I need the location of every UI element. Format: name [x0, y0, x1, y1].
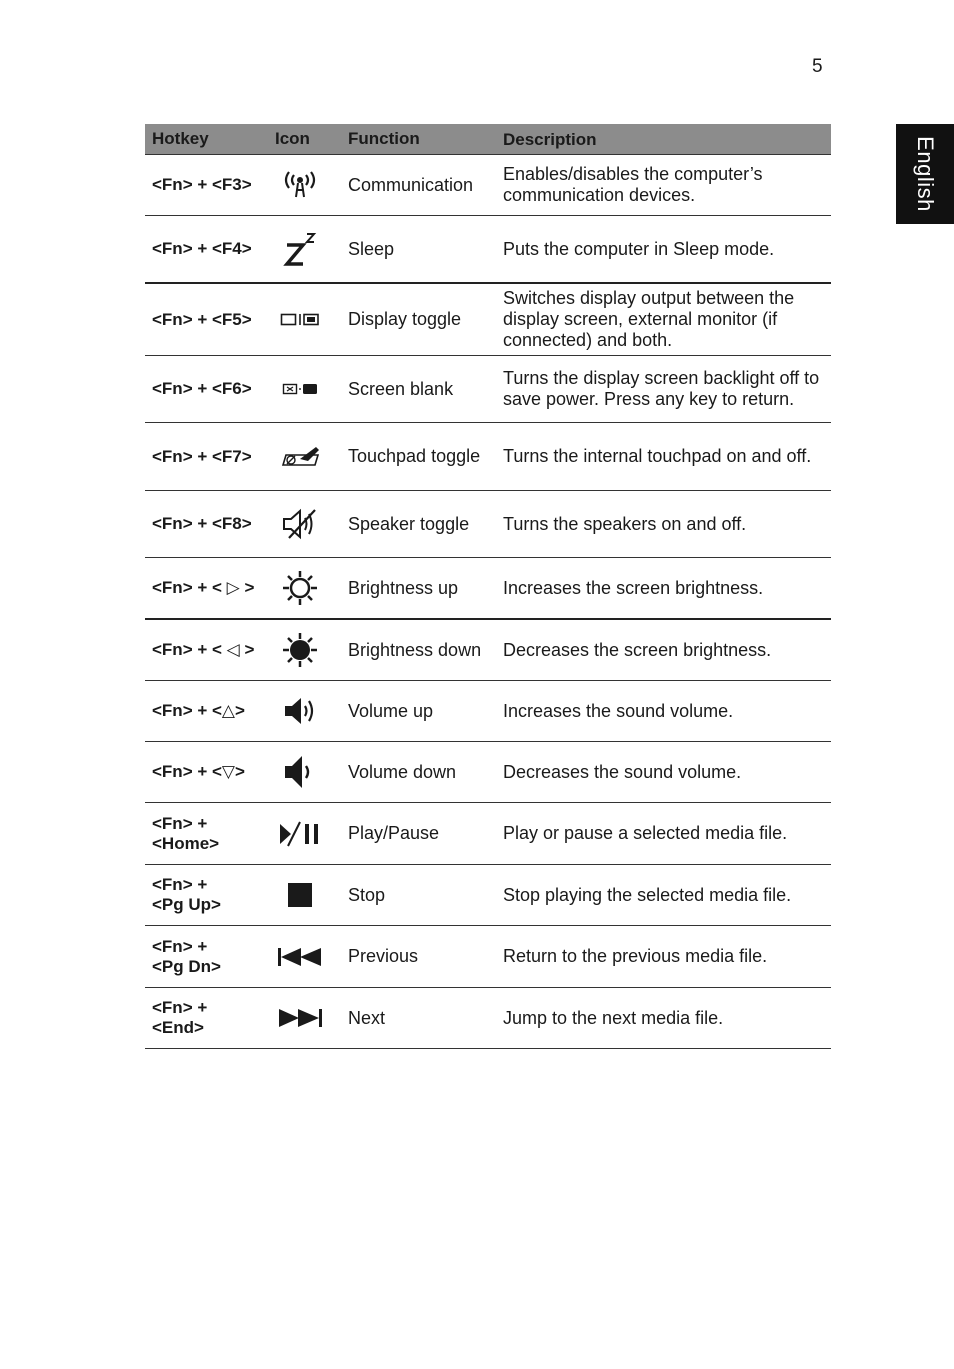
- table-row: [145, 803, 831, 865]
- language-tab-label: English: [913, 136, 938, 212]
- description-cell: Turns the internal touchpad on and off.: [503, 446, 812, 466]
- volume-down-icon: [268, 754, 341, 790]
- function-cell: Display toggle: [348, 309, 462, 329]
- table-row: [145, 423, 831, 491]
- hotkey-line: <Fn> +: [152, 813, 208, 833]
- hotkey-cell: [145, 875, 268, 915]
- hotkey-line: <End>: [152, 1018, 204, 1037]
- hotkey-line: <Fn> +: [152, 998, 208, 1017]
- hotkey-cell: <Fn> + < ▷ >: [152, 578, 255, 597]
- function-cell: Communication: [348, 174, 474, 195]
- description-cell: Decreases the sound volume.: [503, 761, 742, 782]
- page-number: 5: [812, 56, 823, 77]
- table-row: [145, 865, 831, 926]
- stop-icon: [268, 882, 341, 908]
- screen-blank-icon: [268, 381, 341, 397]
- hotkey-line: <Fn> +: [152, 936, 208, 956]
- function-cell: Previous: [348, 946, 419, 966]
- description-cell: Play or pause a selected media file.: [503, 823, 788, 843]
- table-row: [145, 742, 831, 803]
- hotkey-cell: <Fn> + <▽>: [152, 762, 245, 781]
- wireless-icon: [268, 170, 341, 200]
- table-row: [145, 155, 831, 216]
- next-icon: [268, 1007, 341, 1029]
- touchpad-icon: [268, 445, 341, 469]
- description-cell: Enables/disables the computer’s communication devices.: [503, 164, 763, 205]
- volume-up-icon: [268, 695, 341, 727]
- table-row: [145, 558, 831, 620]
- description-cell: Switches display output between the display screen, external monitor (if connected) and both.: [503, 288, 795, 350]
- description-cell: Increases the screen brightness.: [503, 577, 764, 598]
- hotkey-cell: <Fn> + <F4>: [152, 239, 252, 258]
- function-cell: Screen blank: [348, 378, 454, 399]
- function-cell: Touchpad toggle: [348, 446, 481, 466]
- description-cell: Stop playing the selected media file.: [503, 884, 792, 905]
- hotkey-line: <Pg Dn>: [152, 956, 221, 976]
- hotkey-cell: [145, 814, 268, 854]
- function-cell: Sleep: [348, 238, 395, 259]
- hotkey-cell: <Fn> + <F6>: [152, 379, 252, 398]
- hotkey-cell: <Fn> + <F5>: [152, 309, 252, 329]
- header-icon: Icon: [275, 129, 310, 148]
- language-tab: [896, 124, 954, 224]
- table-row: [145, 216, 831, 284]
- function-cell: Play/Pause: [348, 823, 440, 843]
- brightness-up-icon: [268, 569, 341, 607]
- table-row: [145, 620, 831, 681]
- hotkey-cell: <Fn> + <F3>: [152, 175, 252, 194]
- play-pause-icon: [268, 820, 341, 848]
- hotkey-cell: [145, 937, 268, 977]
- table-row: [145, 284, 831, 356]
- hotkey-cell: <Fn> + <△>: [152, 701, 245, 720]
- table-row: [145, 356, 831, 423]
- table-row: [145, 491, 831, 558]
- hotkey-cell: <Fn> + < ◁ >: [152, 640, 255, 659]
- function-cell: Brightness up: [348, 577, 459, 598]
- hotkey-table: [145, 124, 831, 1049]
- description-cell: Increases the sound volume.: [503, 700, 734, 721]
- description-cell: Return to the previous media file.: [503, 946, 768, 966]
- table-row: [145, 926, 831, 988]
- description-cell: Decreases the screen brightness.: [503, 639, 772, 660]
- display-toggle-icon: [268, 312, 341, 328]
- function-cell: Next: [348, 1007, 386, 1028]
- previous-icon: [268, 946, 341, 968]
- function-cell: Stop: [348, 884, 386, 905]
- hotkey-cell: [145, 998, 268, 1038]
- function-cell: Volume down: [348, 761, 457, 782]
- hotkey-line: <Fn> +: [152, 875, 208, 894]
- hotkey-cell: <Fn> + <F8>: [152, 514, 252, 533]
- function-cell: Speaker toggle: [348, 513, 470, 534]
- sleep-icon: [268, 231, 341, 267]
- description-cell: Jump to the next media file.: [503, 1007, 724, 1028]
- description-cell: Turns the speakers on and off.: [503, 513, 747, 534]
- brightness-down-icon: [268, 631, 341, 669]
- table-row: [145, 988, 831, 1049]
- header-function: Function: [348, 129, 420, 148]
- hotkey-line: <Pg Up>: [152, 895, 221, 914]
- table-header: [145, 124, 831, 155]
- hotkey-cell: <Fn> + <F7>: [152, 446, 252, 466]
- header-description: Description: [503, 129, 597, 149]
- function-cell: Brightness down: [348, 639, 482, 660]
- header-hotkey: Hotkey: [152, 129, 209, 148]
- function-cell: Volume up: [348, 700, 434, 721]
- description-cell: Turns the display screen backlight off to save power. Press any key to return.: [503, 368, 820, 409]
- table-row: [145, 681, 831, 742]
- speaker-mute-icon: [268, 508, 341, 540]
- description-cell: Puts the computer in Sleep mode.: [503, 238, 775, 259]
- hotkey-line: <Home>: [152, 833, 220, 853]
